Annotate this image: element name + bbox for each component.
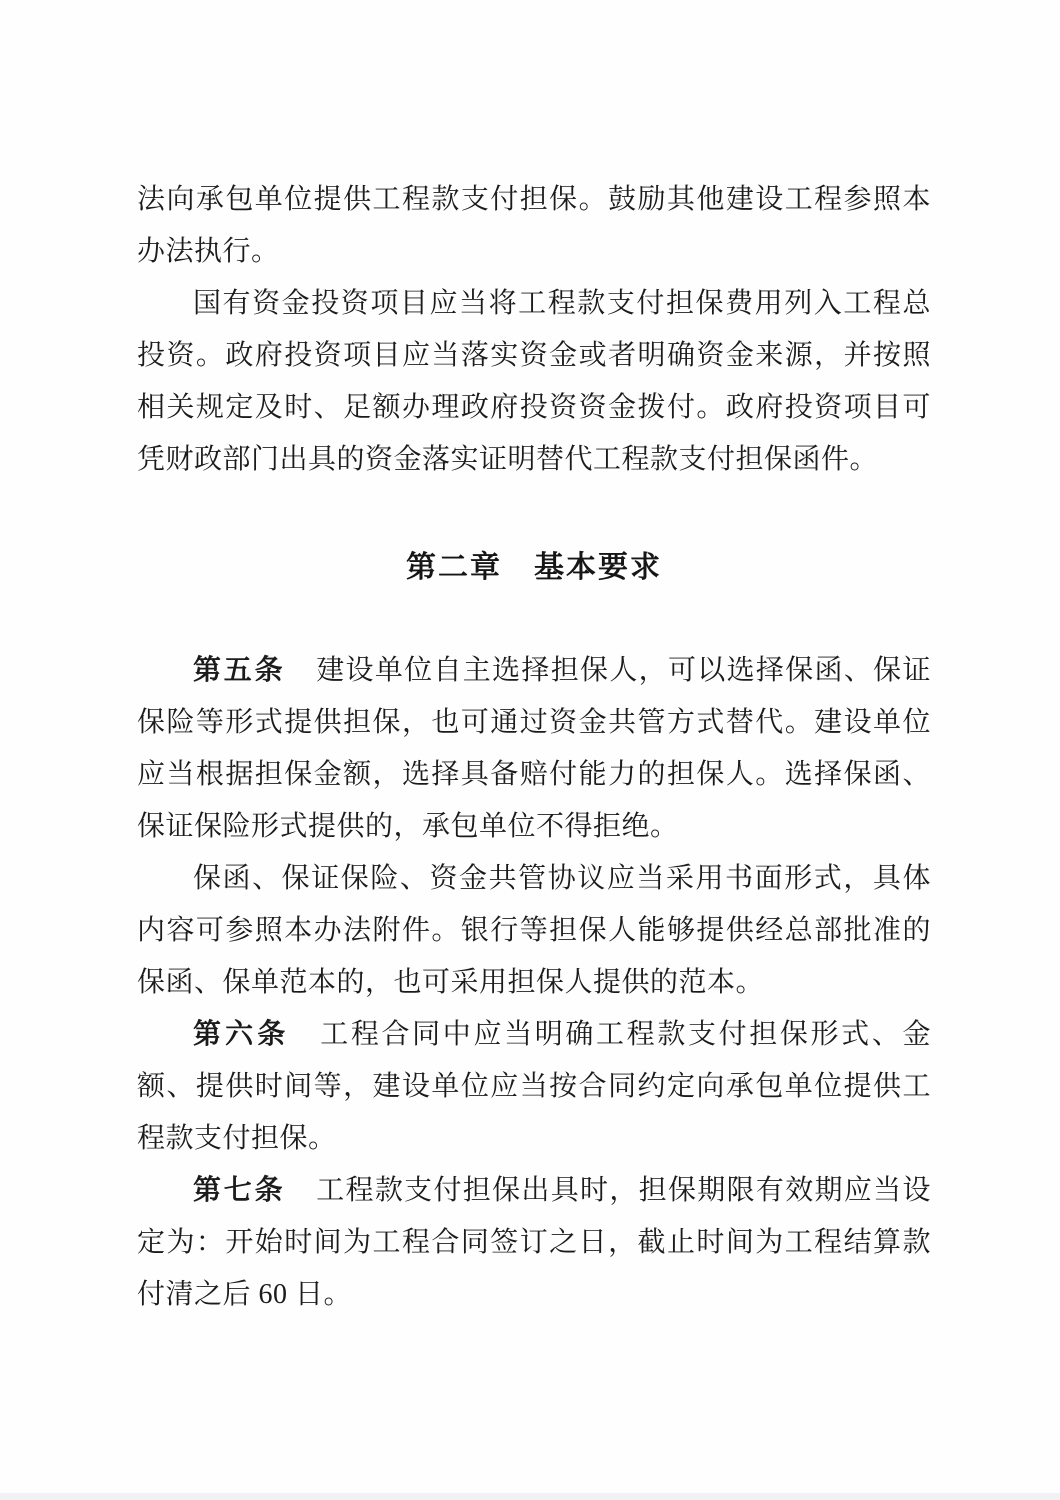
paragraph-article-5: [137, 645, 931, 853]
paragraph-text: 工程合同中应当明确工程款支付担保形式、金额、提供时间等，建设单位应当按合同约定向承包单位提供工程款支付担保。: [137, 1019, 931, 1154]
chapter-heading: 第二章 基本要求: [406, 551, 662, 584]
paragraph: [137, 853, 931, 1009]
article-number-label: 第五条: [193, 655, 286, 686]
paragraph-article-6: [137, 1009, 931, 1165]
paragraph-text: 保函、保证保险、资金共管协议应当采用书面形式，具体内容可参照本办法附件。银行等担保人能够提供经总部批准的保函、保单范本的，也可采用担保人提供的范本。: [137, 863, 931, 998]
paragraph-text: 法向承包单位提供工程款支付担保。鼓励其他建设工程参照本办法执行。: [137, 184, 931, 267]
paragraph-continuation: [137, 174, 931, 278]
paragraph-text: 国有资金投资项目应当将工程款支付担保费用列入工程总投资。政府投资项目应当落实资金或者明确资金来源，并按照相关规定及时、足额办理政府投资资金拨付。政府投资项目可凭财政部门出具的资金落实证明替代工程款支付担保函件。: [137, 288, 931, 475]
document-text-block: [137, 174, 931, 1321]
article-number-label: 第六条: [193, 1019, 290, 1050]
paragraph-text: 建设单位自主选择担保人，可以选择保函、保证保险等形式提供担保，也可通过资金共管方式替代。建设单位应当根据担保金额，选择具备赔付能力的担保人。选择保函、保证保险形式提供的，承包单位不得拒绝。: [137, 655, 931, 842]
article-number-label: 第七条: [193, 1175, 286, 1206]
page-bottom-scan-edge: [0, 1493, 1060, 1500]
paragraph-article-7: [137, 1165, 931, 1321]
paragraph: [137, 278, 931, 486]
paragraph-text: 工程款支付担保出具时，担保期限有效期应当设定为：开始时间为工程合同签订之日，截止时间为工程结算款付清之后 60 日。: [137, 1175, 931, 1310]
